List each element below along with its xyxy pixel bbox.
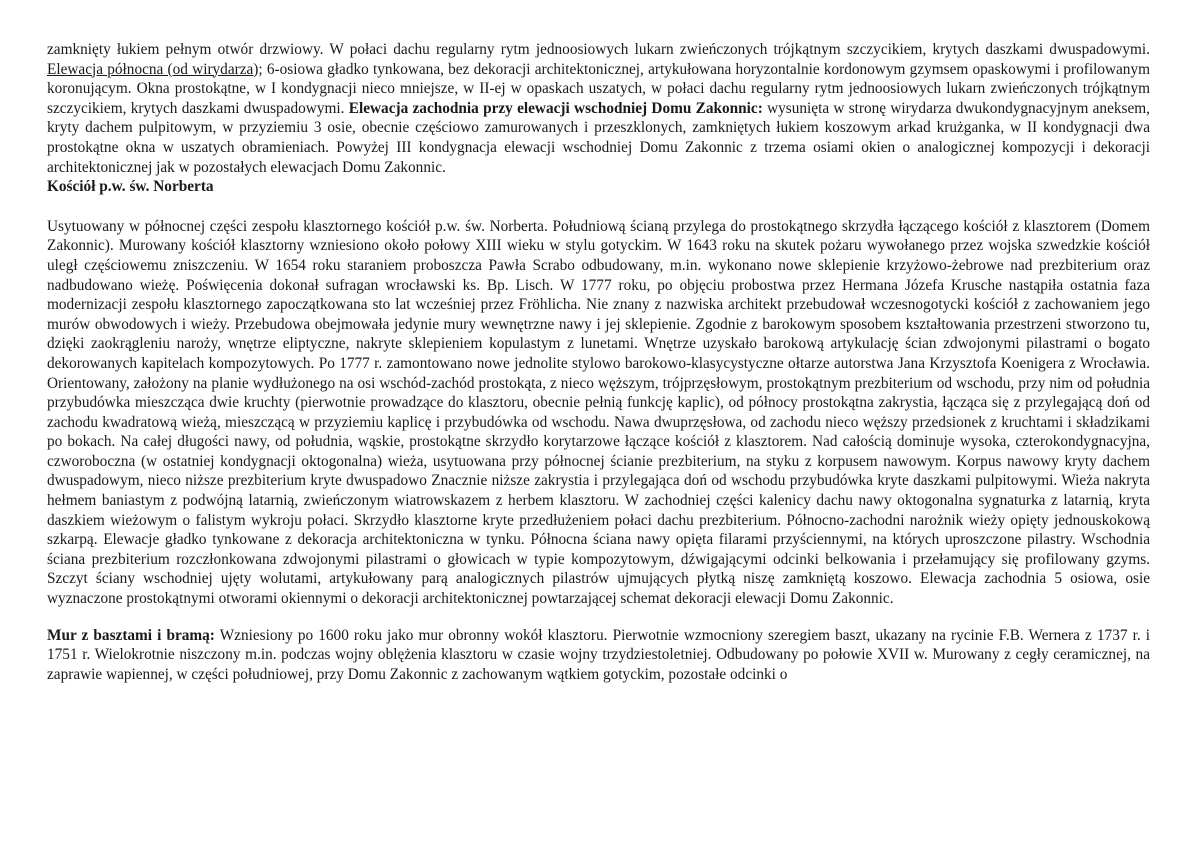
intro-text-part1: zamknięty łukiem pełnym otwór drzwiowy. W połaci dachu regularny rytm jednoosiowych lukarn zwieńczonych trójkątnym szczycikiem, krytych daszkami dwuspadowymi. [47,41,1150,58]
church-section-body: Usytuowany w północnej części zespołu klasztornego kościół p.w. św. Norberta. Południową ścianą przylega do prostokątnego skrzydła łączącego kościół z klasztorem (Domem Zakonnic). Murowany kościół klasztorny wzniesiono około połowy XIII wieku w stylu gotyckim. W 1643 roku na skutek pożaru wywołanego przez wojska szwedzkie kościół uległ częściowemu zniszczeniu. W 1654 roku staraniem proboszcza Pawła Scrabo odbudowany, m.in. wykonano nowe sklepienie krzyżowo-żebrowe nad prezbiterium oraz nadbudowano wieżę. Poświęcenia dokonał sufragan wrocławski ks. Bp. Lisch. W 1777 roku, po objęciu probostwa przez Hermana Józefa Krusche nastąpiła ostatnia faza modernizacji zespołu klasztornego zapoczątkowana sto lat wcześniej przez Fröhlicha. Nie znany z nazwiska architekt przebudował wczesnogotycki kościół z zachowaniem jego murów obwodowych i wieży. Przebudowa obejmowała jedynie mury wewnętrzne nawy i jej sklepienie. Zgodnie z barokowym sposobem kształtowania przestrzeni stworzono tu, dzięki zaokrągleniu naroży, wnętrze eliptyczne, nakryte sklepieniem kopulastym z lunetami. Wnętrze uzyskało barokową artykulację ścian zdwojonymi pilastrami o bogato dekorowanych kapitelach kompozytowych. Po 1777 r. zamontowano nowe jednolite stylowo barokowo-klasycystyczne ołtarze autorstwa Jana Krzysztofa Koenigera z Wrocławia. Orientowany, założony na planie wydłużonego na osi wschód-zachód prostokąta, z nieco węższym, trójprzęsłowym, prostokątnym prezbiterium od wschodu, przy nim od południa przybudówka mieszcząca dwie kruchty (pierwotnie prowadzące do klasztoru, obecnie pełnią funkcję kaplic), od północy prostokątna zakrystia, łącząca się z przylegającą doń od zachodu kwadratową wieżą, mieszczącą w przyziemiu kaplicę i przybudówka od wschodu. Nawa dwuprzęsłowa, od zachodu nieco węższy przedsionek z kruchtami i składzikami po bokach. Na całej długości nawy, od południa, wąskie, prostokątne skrzydło korytarzowe łączące kościół z klasztorem. Nad całością dominuje wysoka, czterokondygnacyjna, czworoboczna (w ostatniej kondygnacji oktogonalna) wieża, usytuowana przy północnej ścianie prezbiterium, na styku z korpusem nawowym. Korpus nawowy kryty dachem dwuspadowym, nieco niższe prezbiterium kryte dwuspadowo Znacznie niższe zakrystia i przylegająca doń od wschodu przybudówka kryte daszkami pulpitowymi. Wieża nakryta hełmem baniastym z podwójną latarnią, zwieńczonym wiatrowskazem z herbem klasztoru. W zachodniej części kalenicy dachu nawy oktogonalna sygnaturka z latarnią, kryta daszkiem wieżowym o falistym wykroju połaci. Skrzydło klasztorne kryte przedłużeniem połaci dachu prezbiterium. Północno-zachodni narożnik wieży opięty jednouskokową szkarpą. Elewacje gładko tynkowane z dekoracja architektoniczna w tynku. Północna ściana nawy opięta filarami przyściennymi, na których uproszczone pilastry. Wschodnia ściana prezbiterium rozczłonkowana zdwojonymi pilastrami o głowicach w typie kompozytowym, dźwigającymi odcinki belkowania i przełamujący się profilowany gzyms. Szczyt ściany wschodniej ujęty wolutami, artykułowany parą analogicznych pilastrów ujmujących płytką niszę zamkniętą koszowo. Elewacja zachodnia 5 osiowa, osie wyznaczone prostokątnymi otworami okiennymi o dekoracji architektonicznej powtarzającej schemat dekoracji elewacji Domu Zakonnic. [47,217,1150,608]
wall-section-paragraph [47,626,1150,685]
intro-paragraph [47,40,1150,177]
wall-section-body: Wzniesiony po 1600 roku jako mur obronny wokół klasztoru. Pierwotnie wzmocniony szeregiem baszt, ukazany na rycinie F.B. Wernera z 1737 r. i 1751 r. Wielokrotnie niszczony m.in. podczas wojny oblężenia klasztoru w czasie wojny trzydziestoletniej. Odbudowany po połowie XVII w. Murowany z cegły ceramicznej, na zaprawie wapiennej, w części południowej, przy Domu Zakonnic z zachowanym wątkiem gotyckim, pozostałe odcinki o [47,626,1150,683]
intro-text-part2: 6-osiowa gładko tynkowana, bez dekoracji architektonicznej, artykułowana horyzontalnie kordonowym gzymsem opaskowymi i profilowanym koronującym. Okna prostokątne, w I kondygnacji nieco mniejsze, w II-ej w opaskach uszatych, w połaci dachu regularny rytm jednoosiowych lukarn zwieńczonych trójkątnym szczycikiem, krytych daszkami dwuspadowymi. [47,60,1151,117]
wall-section-label: Mur z basztami i bramą: [47,626,215,644]
intro-text-part3: wysunięta w stronę wirydarza dwukondygnacyjnym aneksem, kryty dachem pulpitowym, w przyziemiu 3 osie, obecnie częściowo zamurowanych i przeszklonych, zamkniętych łukiem koszowym arkad krużganka, w II kondygnacji dwa prostokątne okna w uszatych obramieniach. Powyżej III kondygnacja elewacji wschodniej Domu Zakonnic z trzema osiami okien o analogicznej kompozycji i dekoracji architektonicznej jak w pozostałych elewacjach Domu Zakonnic. [47,99,1150,176]
west-elevation-label: Elewacja zachodnia przy elewacji wschodniej Domu Zakonnic: [348,99,763,117]
north-elevation-label: Elewacja północna (od wirydarza); [47,60,263,78]
document-page [47,40,1150,684]
church-section-heading: Kościół p.w. św. Norberta [47,178,214,196]
